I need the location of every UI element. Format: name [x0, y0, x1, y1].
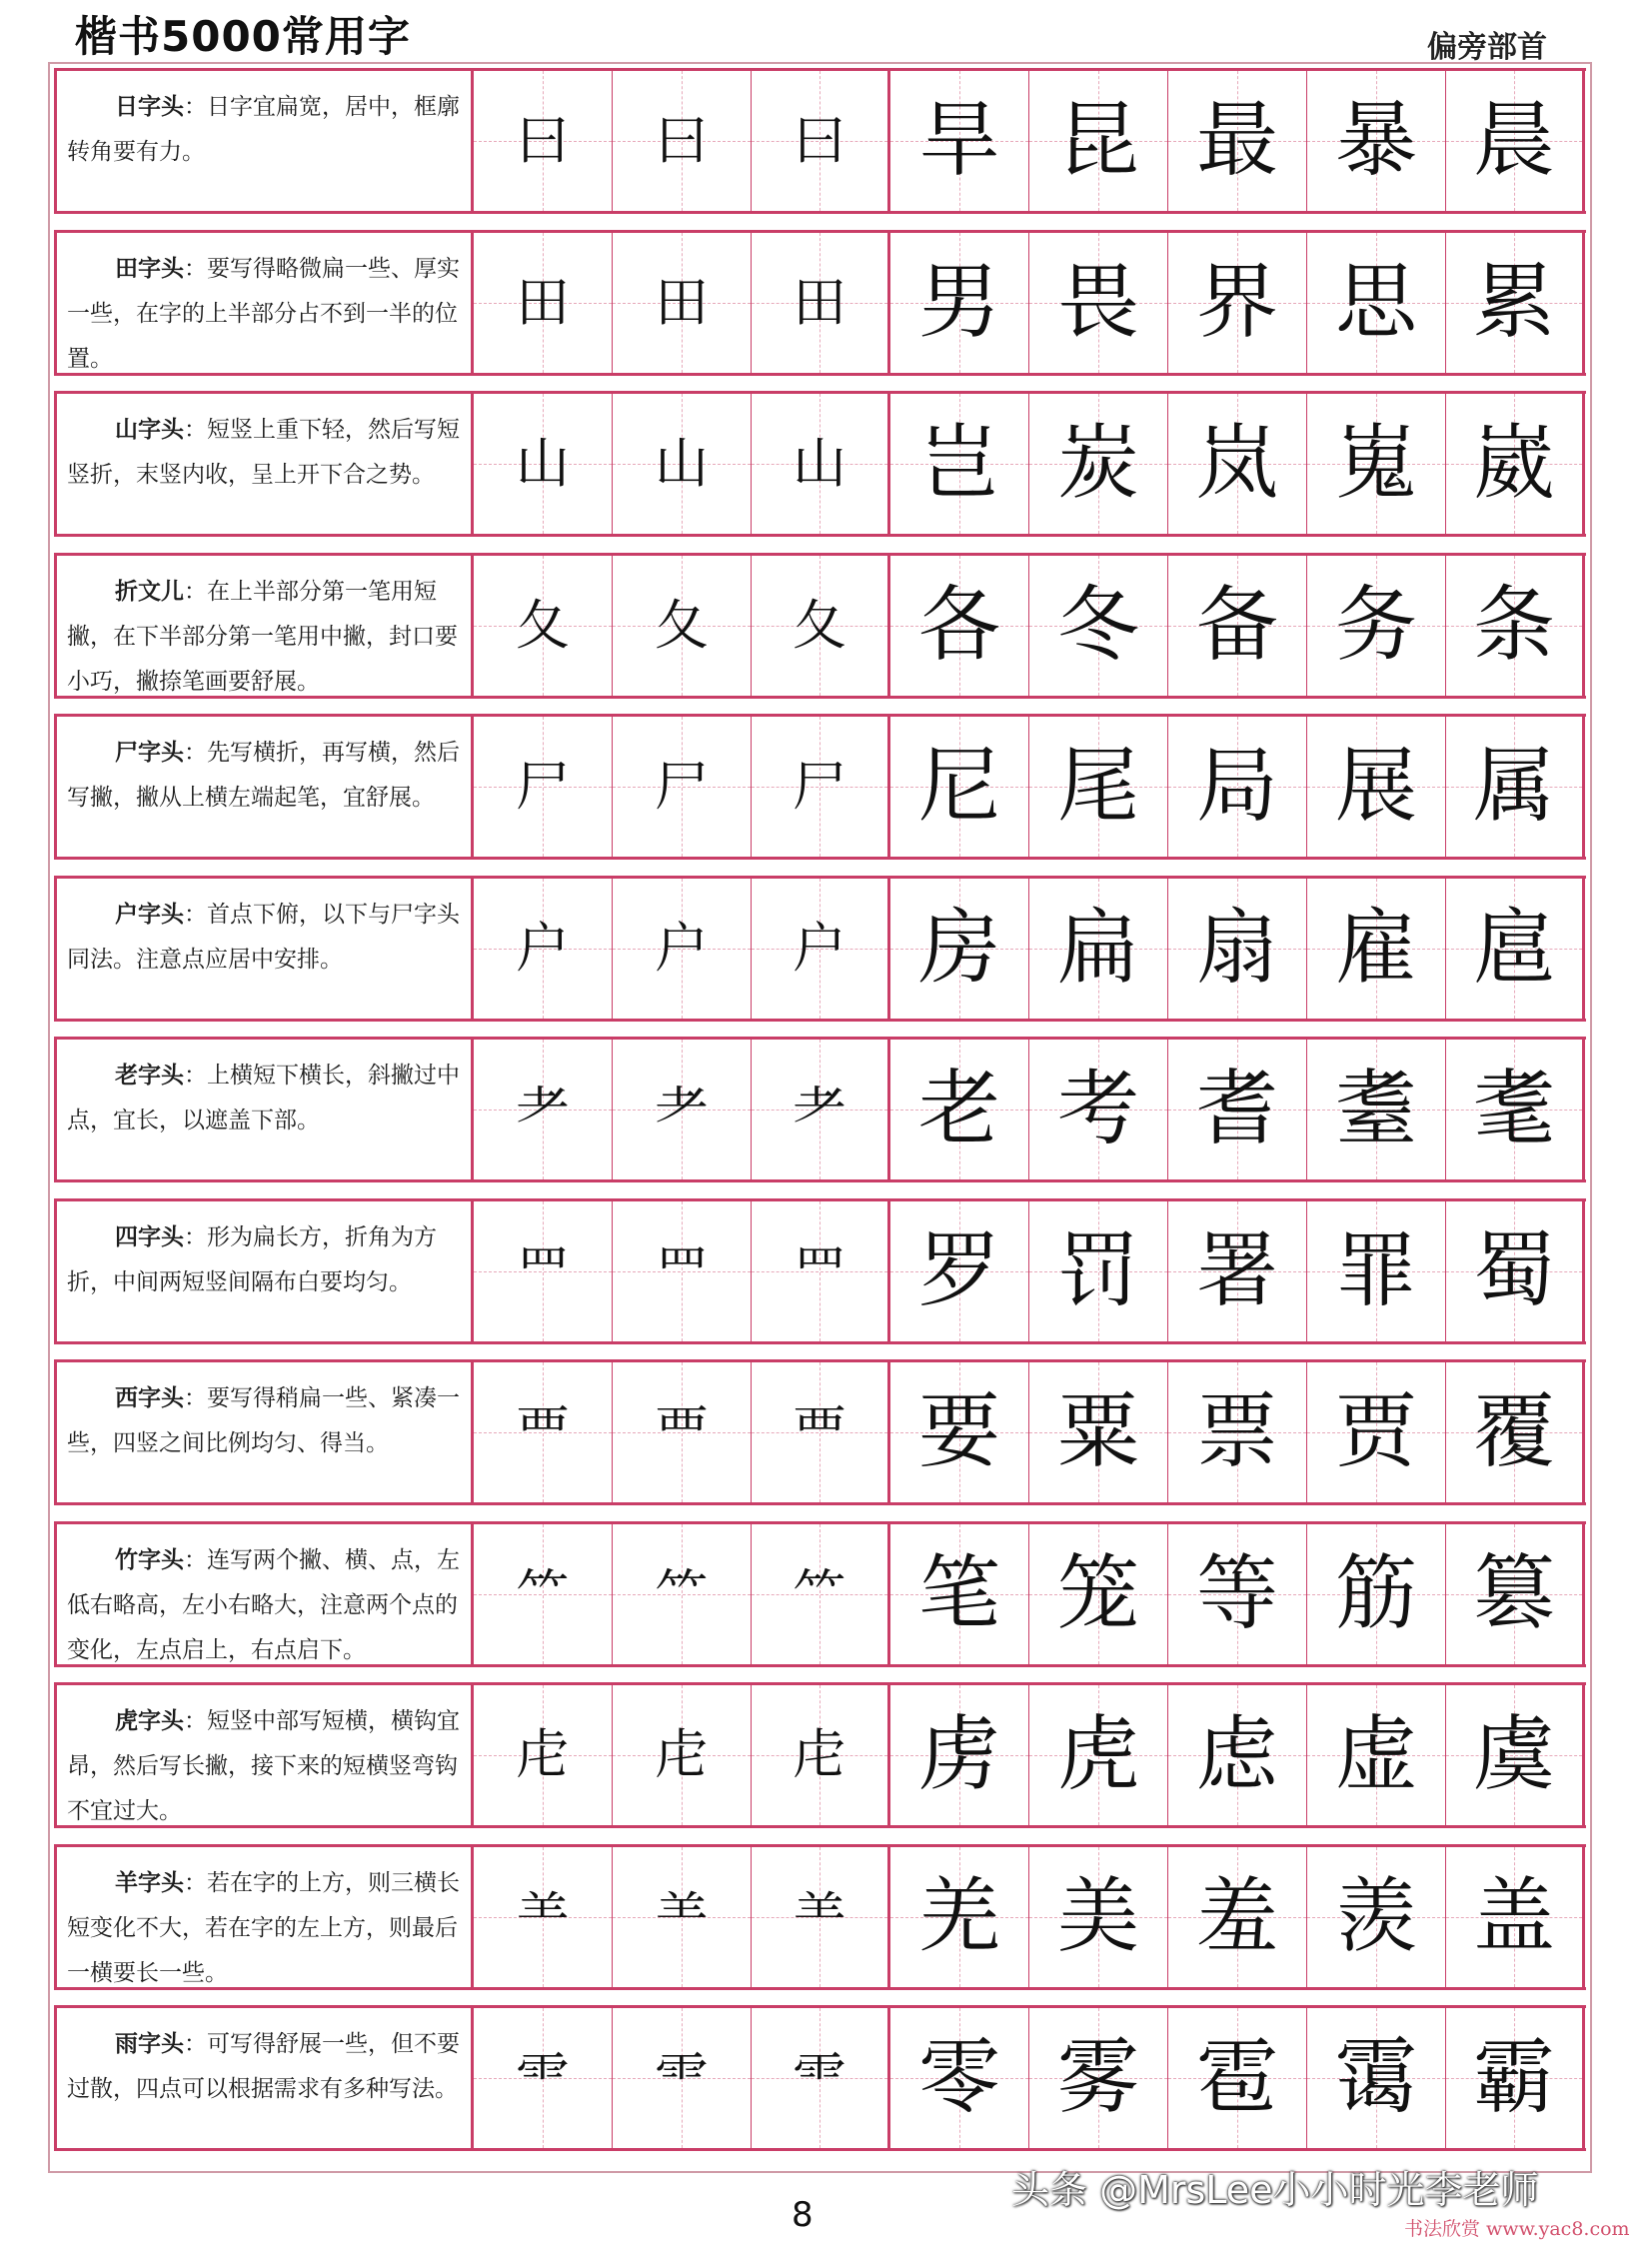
example-character: 炭 — [1056, 416, 1139, 511]
example-character: 罪 — [1334, 1223, 1417, 1318]
example-character-cell — [1446, 1524, 1585, 1664]
example-character-cell — [1029, 1040, 1168, 1179]
example-character: 扇 — [1195, 901, 1278, 996]
example-character-cell — [1307, 556, 1446, 696]
radical-practice-cell — [613, 394, 752, 534]
radical-glyph: ⺷ — [793, 1885, 846, 1948]
example-character-cell — [1029, 717, 1168, 857]
example-character: 属 — [1472, 739, 1555, 834]
example-character: 虏 — [917, 1707, 1000, 1802]
example-character: 耆 — [1195, 1062, 1278, 1156]
practice-row — [54, 1844, 1586, 1990]
radical-practice-cell — [474, 2008, 613, 2148]
radical-description — [54, 1362, 474, 1502]
radical-glyph: ⻗ — [655, 2046, 709, 2109]
example-character: 老 — [917, 1062, 1000, 1156]
radical-explanation: ：在上半部分第一笔用短撇，在下半部分第一笔用中撇，封口要小巧，撇捺笔画要舒展。 — [67, 579, 458, 695]
radical-practice-cell — [474, 71, 613, 211]
radical-practice-cell — [613, 1847, 752, 1987]
example-character: 男 — [917, 255, 1000, 350]
example-character: 尾 — [1056, 739, 1139, 834]
radical-practice-cell — [752, 1685, 890, 1825]
example-character-cell — [1168, 1201, 1307, 1341]
example-character: 备 — [1195, 578, 1278, 673]
practice-row — [54, 391, 1586, 537]
example-character: 展 — [1334, 739, 1417, 834]
radical-glyph: 虍 — [793, 1723, 846, 1786]
example-character: 累 — [1472, 255, 1555, 350]
example-character: 各 — [917, 578, 1000, 673]
radical-description — [54, 879, 474, 1019]
radical-glyph: 田 — [516, 271, 570, 334]
example-character-cell — [1029, 1847, 1168, 1987]
example-character-cell — [1307, 1685, 1446, 1825]
radical-glyph: ⺮ — [516, 1562, 570, 1625]
example-character-cell — [1168, 556, 1307, 696]
radical-glyph: 尸 — [793, 755, 846, 818]
radical-practice-cell — [752, 1362, 890, 1502]
radical-explanation: ：形为扁长方，折角为方折，中间两短竖间隔布白要均匀。 — [67, 1224, 437, 1295]
radical-glyph: ⺷ — [516, 1885, 570, 1948]
example-character-cell — [890, 1362, 1029, 1502]
example-character-cell — [890, 2008, 1029, 2148]
example-character: 笼 — [1056, 1546, 1139, 1641]
practice-row — [54, 230, 1586, 376]
example-character-cell — [1168, 394, 1307, 534]
example-character-cell — [1029, 71, 1168, 211]
radical-practice-cell — [613, 1524, 752, 1664]
practice-row — [54, 1198, 1586, 1344]
radical-glyph: 夂 — [516, 594, 570, 657]
radical-glyph: 户 — [516, 917, 570, 980]
example-character-cell — [1307, 1362, 1446, 1502]
example-character-cell — [1307, 1040, 1446, 1179]
radical-explanation: ：日字宜扁宽，居中，框廓转角要有力。 — [67, 94, 460, 165]
radical-practice-cell — [474, 879, 613, 1019]
example-character: 虑 — [1195, 1707, 1278, 1802]
radical-practice-cell — [474, 1040, 613, 1179]
example-character-cell — [1029, 1201, 1168, 1341]
example-character: 岂 — [917, 416, 1000, 511]
example-character: 扈 — [1472, 901, 1555, 996]
example-character: 嵬 — [1334, 416, 1417, 511]
radical-practice-cell — [752, 1040, 890, 1179]
example-character-cell — [890, 556, 1029, 696]
radical-explanation: ：可写得舒展一些，但不要过散，四点可以根据需求有多种写法。 — [67, 2031, 460, 2102]
radical-name: 折文儿 — [115, 579, 184, 605]
example-character-cell — [1029, 233, 1168, 373]
example-character-cell — [1168, 2008, 1307, 2148]
radical-glyph: 田 — [793, 271, 846, 334]
radical-description — [54, 233, 474, 373]
radical-practice-cell — [474, 1685, 613, 1825]
radical-glyph: 山 — [516, 432, 570, 495]
radical-practice-cell — [752, 1201, 890, 1341]
radical-description — [54, 394, 474, 534]
radical-glyph: ⺮ — [793, 1562, 846, 1625]
radical-name: 日字头 — [115, 94, 184, 120]
radical-practice-cell — [752, 71, 890, 211]
example-character-cell — [890, 233, 1029, 373]
example-character: 羞 — [1195, 1869, 1278, 1964]
example-character: 要 — [917, 1384, 1000, 1479]
example-character: 晨 — [1472, 93, 1555, 188]
example-character: 冬 — [1056, 578, 1139, 673]
source-mark: 书法欣赏 www.yac8.com — [1404, 2218, 1630, 2240]
example-character-cell — [890, 1685, 1029, 1825]
practice-row — [54, 876, 1586, 1022]
radical-glyph: 覀 — [516, 1400, 570, 1463]
radical-practice-cell — [474, 1201, 613, 1341]
example-character-cell — [1446, 1685, 1585, 1825]
radical-practice-cell — [613, 717, 752, 857]
radical-practice-cell — [613, 1685, 752, 1825]
radical-description — [54, 71, 474, 211]
radical-explanation: ：要写得稍扁一些、紧凑一些，四竖之间比例均匀、得当。 — [67, 1385, 460, 1456]
radical-glyph: 耂 — [655, 1078, 709, 1140]
radical-name: 田字头 — [115, 256, 184, 282]
radical-description — [54, 1685, 474, 1825]
example-character: 雇 — [1334, 901, 1417, 996]
example-character-cell — [1029, 394, 1168, 534]
example-character-cell — [1446, 394, 1585, 534]
example-character: 笔 — [917, 1546, 1000, 1641]
example-character-cell — [1168, 1685, 1307, 1825]
example-character: 暴 — [1334, 93, 1417, 188]
example-character: 耄 — [1472, 1062, 1555, 1156]
example-character: 岚 — [1195, 416, 1278, 511]
practice-row — [54, 68, 1586, 214]
example-character: 界 — [1195, 255, 1278, 350]
example-character: 雾 — [1056, 2030, 1139, 2125]
practice-row — [54, 1521, 1586, 1667]
radical-practice-cell — [613, 1362, 752, 1502]
example-character: 覆 — [1472, 1384, 1555, 1479]
example-character-cell — [1307, 2008, 1446, 2148]
example-character-cell — [1168, 879, 1307, 1019]
example-character: 粟 — [1056, 1384, 1139, 1479]
radical-practice-cell — [613, 71, 752, 211]
radical-glyph: ⺷ — [655, 1885, 709, 1948]
example-character: 局 — [1195, 739, 1278, 834]
example-character-cell — [1029, 1685, 1168, 1825]
radical-description — [54, 1524, 474, 1664]
example-character-cell — [1446, 1040, 1585, 1179]
example-character: 霸 — [1472, 2030, 1555, 2125]
example-character: 筋 — [1334, 1546, 1417, 1641]
radical-glyph: 虍 — [516, 1723, 570, 1786]
radical-glyph: 尸 — [516, 755, 570, 818]
example-character: 票 — [1195, 1384, 1278, 1479]
radical-glyph: 夂 — [655, 594, 709, 657]
example-character: 虞 — [1472, 1707, 1555, 1802]
radical-glyph: 罒 — [516, 1239, 570, 1302]
radical-glyph: 曰 — [793, 109, 846, 172]
radical-explanation: ：要写得略微扁一些、厚实一些，在字的上半部分占不到一半的位置。 — [67, 256, 460, 372]
radical-explanation: ：连写两个撇、横、点，左低右略高，左小右略大，注意两个点的变化，左点启上，右点启下。 — [67, 1547, 460, 1663]
example-character-cell — [1446, 1362, 1585, 1502]
radical-name: 四字头 — [115, 1224, 184, 1250]
radical-glyph: 户 — [793, 917, 846, 980]
example-character: 雹 — [1195, 2030, 1278, 2125]
radical-practice-cell — [752, 1524, 890, 1664]
practice-row — [54, 1682, 1586, 1828]
radical-glyph: 户 — [655, 917, 709, 980]
example-character-cell — [890, 1847, 1029, 1987]
radical-explanation: ：短竖上重下轻，然后写短竖折，末竖内收，呈上开下合之势。 — [67, 417, 460, 488]
example-character: 条 — [1472, 578, 1555, 673]
example-character-cell — [1307, 394, 1446, 534]
example-character-cell — [890, 1201, 1029, 1341]
radical-glyph: 虍 — [655, 1723, 709, 1786]
example-character-cell — [1446, 879, 1585, 1019]
example-character-cell — [1168, 71, 1307, 211]
example-character: 耋 — [1334, 1062, 1417, 1156]
radical-glyph: 罒 — [793, 1239, 846, 1302]
practice-row — [54, 1359, 1586, 1505]
radical-practice-cell — [613, 1040, 752, 1179]
example-character-cell — [1446, 556, 1585, 696]
radical-practice-cell — [474, 1847, 613, 1987]
example-character-cell — [890, 717, 1029, 857]
example-character-cell — [1446, 717, 1585, 857]
radical-glyph: 耂 — [516, 1078, 570, 1140]
radical-glyph: 田 — [655, 271, 709, 334]
example-character: 贾 — [1334, 1384, 1417, 1479]
example-character: 旱 — [917, 93, 1000, 188]
example-character: 虚 — [1334, 1707, 1417, 1802]
radical-description — [54, 1847, 474, 1987]
radical-glyph: 罒 — [655, 1239, 709, 1302]
example-character-cell — [1307, 717, 1446, 857]
radical-practice-grid — [54, 68, 1586, 2167]
radical-glyph: 覀 — [655, 1400, 709, 1463]
example-character: 羌 — [917, 1869, 1000, 1964]
example-character: 考 — [1056, 1062, 1139, 1156]
radical-name: 户字头 — [115, 902, 184, 928]
example-character: 等 — [1195, 1546, 1278, 1641]
example-character-cell — [890, 394, 1029, 534]
example-character-cell — [1168, 1524, 1307, 1664]
example-character-cell — [1446, 233, 1585, 373]
radical-description — [54, 1201, 474, 1341]
practice-row — [54, 1037, 1586, 1182]
radical-glyph: 夂 — [793, 594, 846, 657]
example-character-cell — [890, 879, 1029, 1019]
example-character-cell — [1168, 1847, 1307, 1987]
radical-practice-cell — [474, 394, 613, 534]
radical-practice-cell — [474, 717, 613, 857]
radical-practice-cell — [752, 717, 890, 857]
radical-glyph: ⺮ — [655, 1562, 709, 1625]
radical-explanation: ：短竖中部写短横，横钩宜昂，然后写长撇，接下来的短横竖弯钩不宜过大。 — [67, 1708, 460, 1824]
example-character-cell — [1168, 1040, 1307, 1179]
radical-glyph: 山 — [793, 432, 846, 495]
example-character: 美 — [1056, 1869, 1139, 1964]
radical-practice-cell — [613, 556, 752, 696]
radical-explanation: ：若在字的上方，则三横长短变化不大，若在字的左上方，则最后一横要长一些。 — [67, 1870, 460, 1986]
radical-description — [54, 717, 474, 857]
example-character-cell — [1168, 717, 1307, 857]
example-character-cell — [1029, 2008, 1168, 2148]
radical-practice-cell — [613, 1201, 752, 1341]
example-character-cell — [1307, 233, 1446, 373]
radical-practice-cell — [474, 556, 613, 696]
example-character-cell — [1168, 233, 1307, 373]
radical-glyph: 曰 — [516, 109, 570, 172]
radical-practice-cell — [752, 2008, 890, 2148]
radical-glyph: 覀 — [793, 1400, 846, 1463]
radical-name: 山字头 — [115, 417, 184, 443]
example-character: 虎 — [1056, 1707, 1139, 1802]
radical-explanation: ：首点下俯，以下与尸字头同法。注意点应居中安排。 — [67, 902, 460, 973]
example-character-cell — [1446, 1847, 1585, 1987]
radical-description — [54, 1040, 474, 1179]
radical-glyph: 耂 — [793, 1078, 846, 1140]
example-character: 蜀 — [1472, 1223, 1555, 1318]
example-character-cell — [1446, 1201, 1585, 1341]
example-character-cell — [890, 1040, 1029, 1179]
example-character: 最 — [1195, 93, 1278, 188]
radical-name: 西字头 — [115, 1385, 184, 1411]
example-character-cell — [1168, 1362, 1307, 1502]
example-character: 盖 — [1472, 1869, 1555, 1964]
radical-description — [54, 2008, 474, 2148]
example-character: 扁 — [1056, 901, 1139, 996]
example-character-cell — [1029, 1524, 1168, 1664]
radical-name: 雨字头 — [115, 2031, 184, 2057]
radical-practice-cell — [752, 233, 890, 373]
radical-explanation: ：上横短下横长，斜撇过中点，宜长，以遮盖下部。 — [67, 1063, 460, 1133]
radical-practice-cell — [474, 1362, 613, 1502]
radical-practice-cell — [613, 879, 752, 1019]
radical-glyph: ⻗ — [516, 2046, 570, 2109]
example-character-cell — [1029, 1362, 1168, 1502]
example-character: 罗 — [917, 1223, 1000, 1318]
practice-row — [54, 553, 1586, 699]
example-character: 昆 — [1056, 93, 1139, 188]
radical-practice-cell — [613, 2008, 752, 2148]
radical-glyph: 山 — [655, 432, 709, 495]
radical-explanation: ：先写横折，再写横，然后写撇，撇从上横左端起笔，宜舒展。 — [67, 740, 460, 811]
example-character-cell — [1446, 2008, 1585, 2148]
section-title: 偏旁部首 — [1427, 30, 1547, 65]
practice-row — [54, 2005, 1586, 2151]
example-character-cell — [1307, 1847, 1446, 1987]
example-character-cell — [1307, 1201, 1446, 1341]
example-character: 尼 — [917, 739, 1000, 834]
radical-practice-cell — [752, 1847, 890, 1987]
radical-name: 尸字头 — [115, 740, 184, 766]
radical-practice-cell — [613, 233, 752, 373]
radical-glyph: ⻗ — [793, 2046, 846, 2109]
example-character-cell — [1029, 879, 1168, 1019]
radical-name: 羊字头 — [115, 1870, 184, 1896]
example-character: 零 — [917, 2030, 1000, 2125]
radical-name: 虎字头 — [115, 1708, 184, 1734]
example-character: 羡 — [1334, 1869, 1417, 1964]
example-character-cell — [890, 1524, 1029, 1664]
example-character-cell — [1307, 879, 1446, 1019]
example-character: 罚 — [1056, 1223, 1139, 1318]
example-character-cell — [1029, 556, 1168, 696]
example-character: 篡 — [1472, 1546, 1555, 1641]
practice-row — [54, 714, 1586, 860]
radical-glyph: 曰 — [655, 109, 709, 172]
radical-practice-cell — [752, 394, 890, 534]
example-character-cell — [1307, 1524, 1446, 1664]
example-character: 思 — [1334, 255, 1417, 350]
example-character-cell — [1307, 71, 1446, 211]
radical-description — [54, 556, 474, 696]
example-character: 霭 — [1334, 2030, 1417, 2125]
radical-practice-cell — [752, 879, 890, 1019]
radical-practice-cell — [474, 233, 613, 373]
example-character: 崴 — [1472, 416, 1555, 511]
example-character: 务 — [1334, 578, 1417, 673]
watermark: 头条 @MrsLee小小时光李老师 — [1011, 2168, 1539, 2212]
page-number: 8 — [792, 2195, 814, 2235]
example-character-cell — [1446, 71, 1585, 211]
radical-practice-cell — [752, 556, 890, 696]
book-title: 楷书5000常用字 — [75, 12, 411, 61]
example-character: 署 — [1195, 1223, 1278, 1318]
radical-glyph: 尸 — [655, 755, 709, 818]
radical-practice-cell — [474, 1524, 613, 1664]
radical-name: 竹字头 — [115, 1547, 184, 1573]
radical-name: 老字头 — [115, 1063, 184, 1089]
example-character-cell — [890, 71, 1029, 211]
example-character: 房 — [917, 901, 1000, 996]
example-character: 畏 — [1056, 255, 1139, 350]
